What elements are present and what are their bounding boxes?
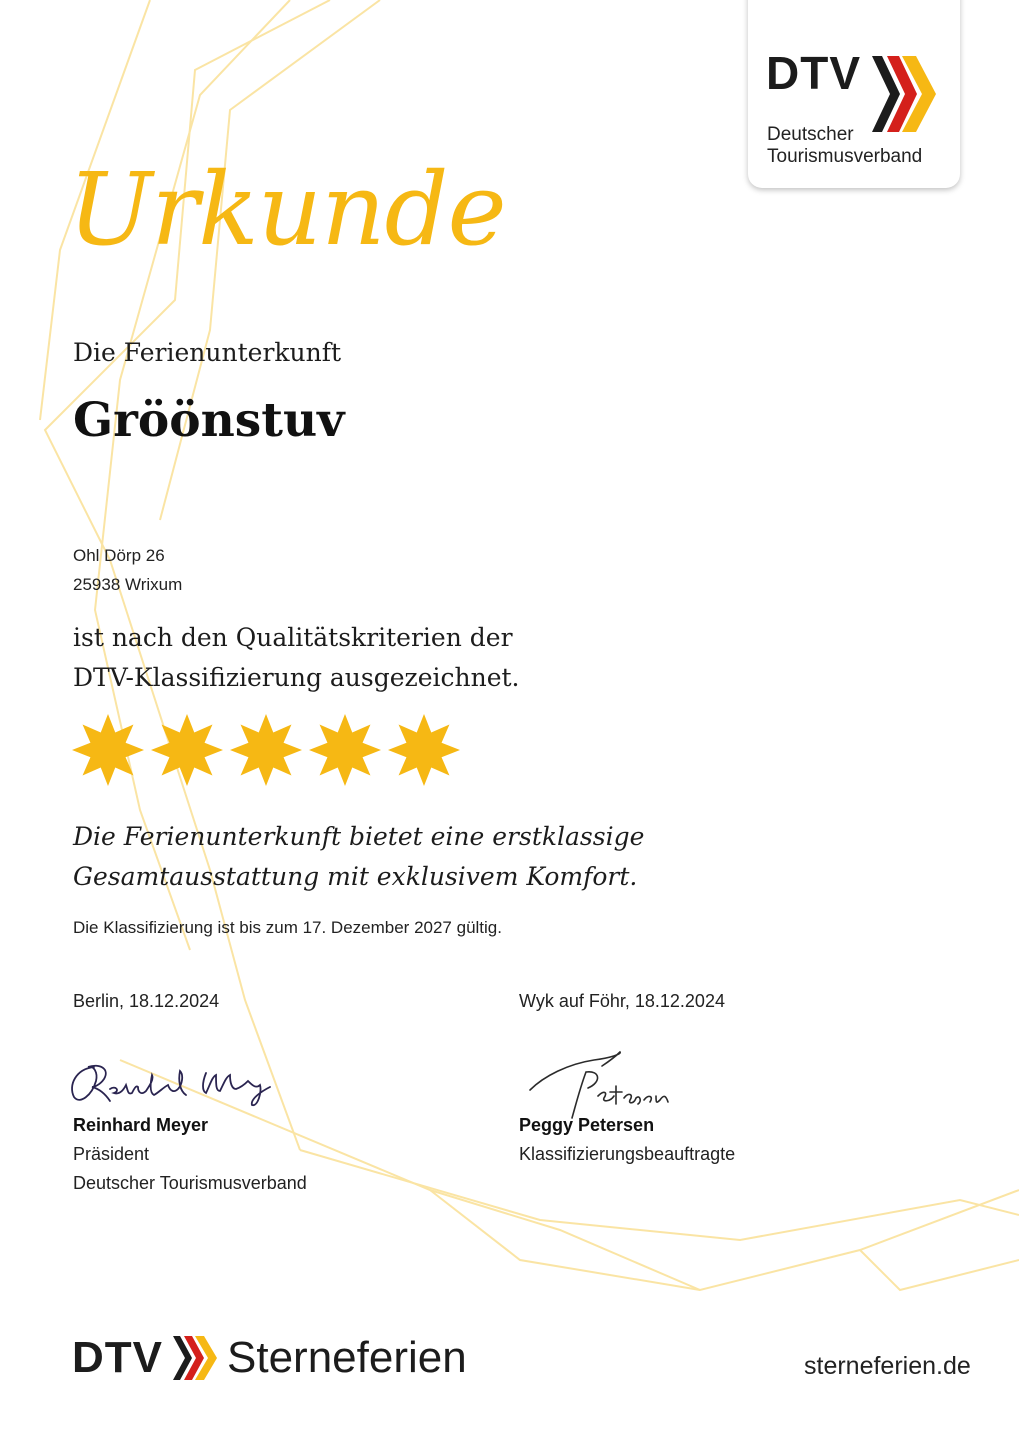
place-date-left: Berlin, 18.12.2024 xyxy=(73,991,220,1011)
property-name: Gröönstuv xyxy=(73,393,345,448)
footer-brand-abbreviation: DTV xyxy=(72,1333,163,1382)
signer-right-name: Peggy Petersen xyxy=(519,1115,655,1135)
intro-text: Die Ferienunterkunft xyxy=(73,338,342,367)
logo-abbreviation: DTV xyxy=(766,47,861,99)
star-icon xyxy=(151,714,223,786)
signer-right xyxy=(519,1111,735,1169)
signer-right-role: Klassifizierungsbeauftragte xyxy=(519,1144,736,1164)
address-city: 25938 Wrixum xyxy=(73,575,183,594)
logo-line-2: Tourismusverband xyxy=(767,146,923,167)
sterneferien-logo xyxy=(72,1332,467,1384)
property-address xyxy=(73,541,182,599)
star-icon xyxy=(230,714,302,786)
footer-chevrons-icon xyxy=(173,1336,219,1380)
description-line-1: Die Ferienunterkunft bietet eine erstklassige xyxy=(73,822,645,851)
website-url[interactable]: sterneferien.de xyxy=(804,1352,971,1380)
star-rating xyxy=(72,712,464,788)
flag-chevrons-icon xyxy=(870,56,942,134)
dtv-logo-card xyxy=(748,0,960,188)
validity-note: Die Klassifizierung ist bis zum 17. Dezember 2027 gültig. xyxy=(73,918,502,937)
address-street: Ohl Dörp 26 xyxy=(73,546,165,565)
logo-line-1: Deutscher xyxy=(767,124,854,145)
logo-organization-name xyxy=(767,124,922,168)
classification-statement xyxy=(73,618,519,698)
signer-left xyxy=(73,1111,307,1198)
place-date-right: Wyk auf Föhr, 18.12.2024 xyxy=(519,991,725,1011)
description-line-2: Gesamtausstattung mit exklusivem Komfort. xyxy=(73,862,638,891)
star-icon xyxy=(388,714,460,786)
statement-line-1: ist nach den Qualitätskriterien der xyxy=(73,623,513,652)
statement-line-2: DTV-Klassifizierung ausgezeichnet. xyxy=(73,663,520,692)
signer-left-role: Präsident xyxy=(73,1144,150,1164)
signature-reinhard-meyer xyxy=(66,1045,286,1115)
star-icon xyxy=(72,714,144,786)
star-icon xyxy=(309,714,381,786)
signer-left-name: Reinhard Meyer xyxy=(73,1115,209,1135)
certificate-title: Urkunde xyxy=(68,151,506,268)
footer-brand-name: Sterneferien xyxy=(227,1333,467,1382)
category-description xyxy=(73,817,644,897)
signer-left-organization: Deutscher Tourismusverband xyxy=(73,1173,307,1193)
